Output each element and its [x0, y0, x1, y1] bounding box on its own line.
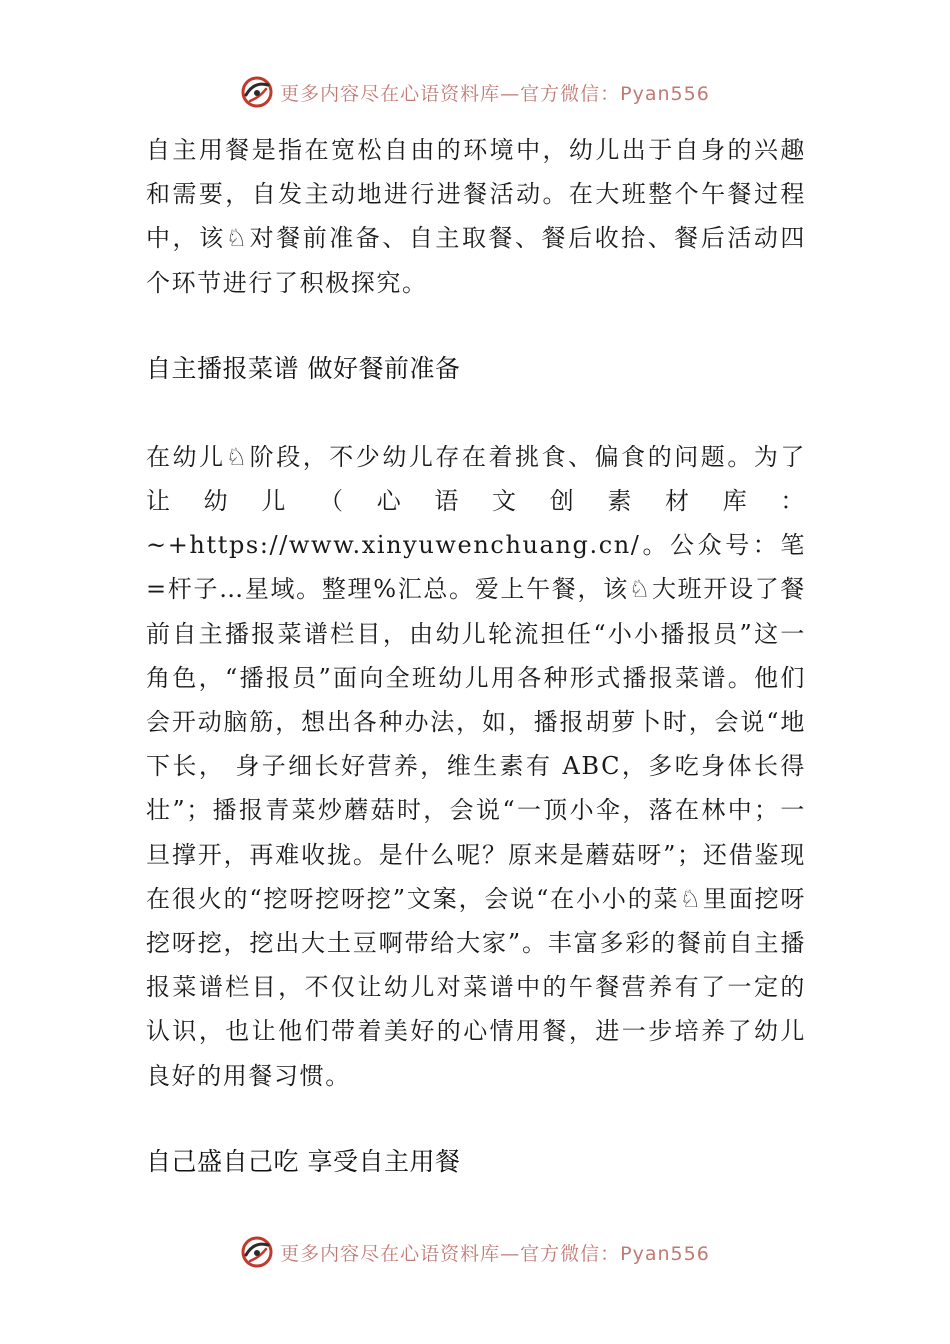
section-heading-menu-broadcast: 自主播报菜谱 做好餐前准备	[146, 353, 461, 383]
header-banner	[0, 72, 950, 112]
footer-banner	[0, 1232, 950, 1272]
section-heading-self-serve: 自己盛自己吃 享受自主用餐	[146, 1146, 461, 1176]
menu-broadcast-paragraph: 在幼儿♘阶段，不少幼儿存在着挑食、偏食的问题。为了让幼儿（心语文创素材库：~+https://www.xinyuwenchuang.cn/。公众号：笔=杆子…星域。整理%汇总。爱上午餐，该♘大班开设了餐前自主播报菜谱栏目，由幼儿轮流担任“小小播报员”这一角色，“播报员”面向全班幼儿用各种形式播报菜谱。他们会开动脑筋，想出各种办法，如，播报胡萝卜时，会说“地下长， 身子细长好营养，维生素有 ABC，多吃身体长得壮”；播报青菜炒蘑菇时，会说“一顶小伞，落在林中；一旦撑开，再难收拢。是什么呢？原来是蘑菇呀”；还借鉴现在很火的“挖呀挖呀挖”文案，会说“在小小的菜♘里面挖呀挖呀挖，挖出大土豆啊带给大家”。丰富多彩的餐前自主播报菜谱栏目，不仅让幼儿对菜谱中的午餐营养有了一定的认识，也让他们带着美好的心情用餐，进一步培养了幼儿良好的用餐习惯。	[146, 442, 806, 1090]
article-body	[146, 128, 806, 1184]
swirl-logo-icon	[240, 1235, 274, 1269]
swirl-logo-icon	[240, 75, 274, 109]
header-banner-text: 更多内容尽在心语资料库—官方微信：Pyan556	[280, 82, 710, 105]
footer-banner-text: 更多内容尽在心语资料库—官方微信：Pyan556	[280, 1242, 710, 1265]
footer-wechat-id: Pyan556	[620, 1242, 710, 1265]
header-wechat-id: Pyan556	[620, 82, 710, 105]
intro-paragraph: 自主用餐是指在宽松自由的环境中，幼儿出于自身的兴趣和需要，自发主动地进行进餐活动。在大班整个午餐过程中，该♘对餐前准备、自主取餐、餐后收拾、餐后活动四个环节进行了积极探究。	[146, 136, 806, 297]
